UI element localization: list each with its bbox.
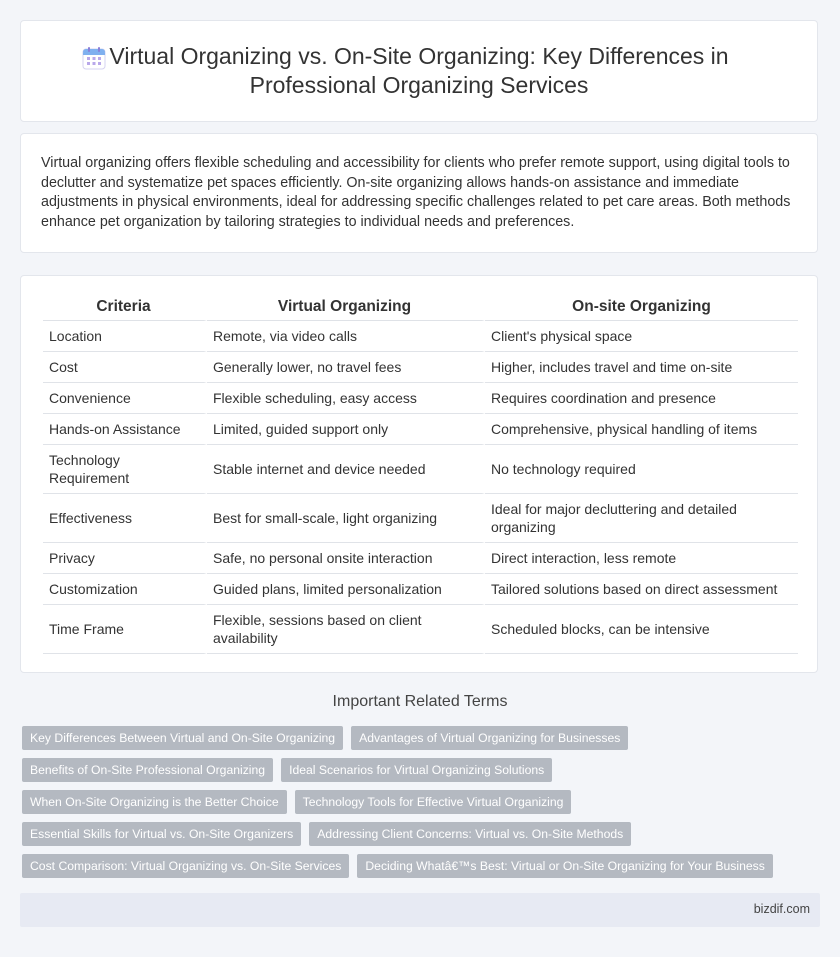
- virtual-cell: Best for small-scale, light organizing: [207, 494, 485, 543]
- related-term-tag[interactable]: Key Differences Between Virtual and On-Site Organizing: [22, 726, 343, 750]
- criteria-cell: Convenience: [43, 383, 207, 414]
- criteria-cell: Customization: [43, 574, 207, 605]
- related-term-tag[interactable]: Addressing Client Concerns: Virtual vs. On-Site Methods: [309, 822, 631, 846]
- virtual-cell: Generally lower, no travel fees: [207, 352, 485, 383]
- related-terms-heading: Important Related Terms: [332, 693, 508, 710]
- criteria-cell: Technology Requirement: [43, 445, 207, 494]
- table-row: [43, 445, 798, 494]
- virtual-cell: Remote, via video calls: [207, 321, 485, 352]
- table-row: [43, 383, 798, 414]
- column-header-onsite: On-site Organizing: [485, 294, 798, 321]
- table-row: [43, 321, 798, 352]
- header-card: [20, 20, 818, 122]
- column-header-virtual: Virtual Organizing: [207, 294, 485, 321]
- table-row: [43, 543, 798, 574]
- onsite-cell: Requires coordination and presence: [485, 383, 798, 414]
- related-term-tag[interactable]: Ideal Scenarios for Virtual Organizing Solutions: [281, 758, 552, 782]
- criteria-cell: Effectiveness: [43, 494, 207, 543]
- criteria-cell: Time Frame: [43, 605, 207, 654]
- onsite-cell: Higher, includes travel and time on-site: [485, 352, 798, 383]
- intro-card: [20, 133, 818, 253]
- related-term-tag[interactable]: Deciding Whatâ€™s Best: Virtual or On-Site Organizing for Your Business: [357, 854, 772, 878]
- virtual-cell: Guided plans, limited personalization: [207, 574, 485, 605]
- table-row: [43, 352, 798, 383]
- criteria-cell: Privacy: [43, 543, 207, 574]
- related-term-tag[interactable]: Advantages of Virtual Organizing for Businesses: [351, 726, 628, 750]
- related-terms-list: [22, 726, 822, 878]
- related-term-tag[interactable]: Technology Tools for Effective Virtual Organizing: [295, 790, 572, 814]
- criteria-cell: Location: [43, 321, 207, 352]
- virtual-cell: Flexible scheduling, easy access: [207, 383, 485, 414]
- related-term-tag[interactable]: When On-Site Organizing is the Better Choice: [22, 790, 287, 814]
- onsite-cell: Direct interaction, less remote: [485, 543, 798, 574]
- column-header-criteria: Criteria: [43, 294, 207, 321]
- table-row: [43, 414, 798, 445]
- criteria-cell: Hands-on Assistance: [43, 414, 207, 445]
- table-row: [43, 605, 798, 654]
- table-header-row: [43, 294, 798, 321]
- criteria-cell: Cost: [43, 352, 207, 383]
- onsite-cell: Comprehensive, physical handling of items: [485, 414, 798, 445]
- related-term-tag[interactable]: Cost Comparison: Virtual Organizing vs. On-Site Services: [22, 854, 349, 878]
- intro-paragraph: Virtual organizing offers flexible scheduling and accessibility for clients who prefer remote support, using digital tools to declutter and systematize pet spaces efficiently. On-site organizing allows hands-on assistance and immediate adjustments in physical environments, ideal for addressing specific challenges related to pet care areas. Both methods enhance pet organization by tailoring strategies to individual needs and preferences.: [41, 155, 791, 230]
- related-term-tag[interactable]: Essential Skills for Virtual vs. On-Site Organizers: [22, 822, 301, 846]
- page-title: Virtual Organizing vs. On-Site Organizing: Key Differences in Professional Organizing Services: [109, 43, 729, 98]
- onsite-cell: Ideal for major decluttering and detailed organizing: [485, 494, 798, 543]
- onsite-cell: Tailored solutions based on direct assessment: [485, 574, 798, 605]
- onsite-cell: Client's physical space: [485, 321, 798, 352]
- footer-bar: [20, 893, 820, 927]
- virtual-cell: Stable internet and device needed: [207, 445, 485, 494]
- related-term-tag[interactable]: Benefits of On-Site Professional Organizing: [22, 758, 273, 782]
- virtual-cell: Safe, no personal onsite interaction: [207, 543, 485, 574]
- comparison-table: [43, 294, 798, 654]
- table-row: [43, 494, 798, 543]
- virtual-cell: Limited, guided support only: [207, 414, 485, 445]
- footer-site-link[interactable]: bizdif.com: [753, 902, 810, 916]
- comparison-table-card: [20, 275, 818, 673]
- onsite-cell: Scheduled blocks, can be intensive: [485, 605, 798, 654]
- table-row: [43, 574, 798, 605]
- onsite-cell: No technology required: [485, 445, 798, 494]
- virtual-cell: Flexible, sessions based on client availability: [207, 605, 485, 654]
